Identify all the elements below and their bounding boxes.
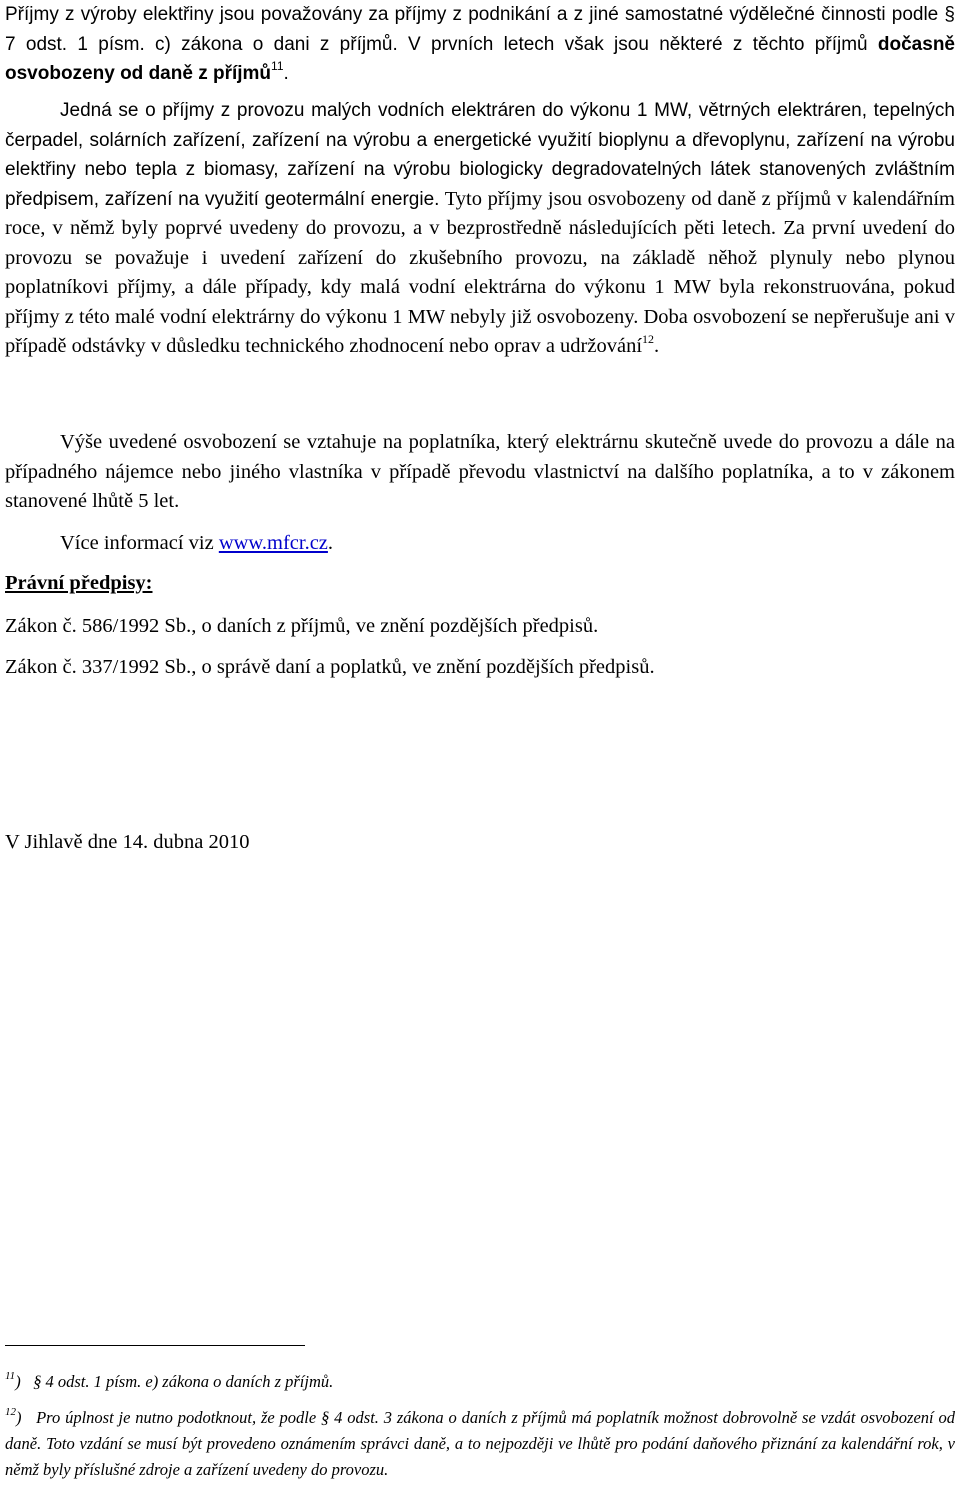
applicability-text: Výše uvedené osvobození se vztahuje na poplatníka, který elektrárnu skutečně uvede do provozu a dále na případného nájemce nebo jiného vlastníka v případě převodu vlastnictví na dalšího poplatníka, a to v zákonem stanovené lhůtě 5 let.	[5, 431, 955, 512]
law-586-1992: Zákon č. 586/1992 Sb., o daních z příjmů, ve znění pozdějších předpisů.	[5, 615, 599, 637]
footnote-12-number: 12	[5, 1406, 16, 1418]
more-info-suffix: .	[327, 532, 334, 554]
footnote-11	[5, 1369, 955, 1395]
intro-emphasis: dočasně osvobozeny od daně z příjmů	[5, 33, 955, 84]
footnote-12-text: Pro úplnost je nutno podotknout, že podle § 4 odst. 3 zákona o daních z příjmů má poplatník možnost dobrovolně se vzdát osvobození od daně. Toto vzdání se musí být provedeno oznámením správci daně, a to nejpozději ve lhůtě pro podání daňového přiznání za kalendářní rok, v němž byly příslušné zdroje a zařízení uvedeny do provozu.	[5, 1408, 955, 1479]
mfcr-link[interactable]: www.mfcr.cz	[218, 532, 328, 554]
footnote-11-text: § 4 odst. 1 písm. e) zákona o daních z příjmů.	[33, 1372, 334, 1391]
date-line: V Jihlavě dne 14. dubna 2010	[5, 831, 250, 853]
more-info-line	[60, 529, 333, 558]
law-337-1992: Zákon č. 337/1992 Sb., o správě daní a poplatků, ve znění pozdějších předpisů.	[5, 656, 655, 678]
footnote-11-paren: )	[15, 1372, 21, 1391]
more-info-prefix: Více informací viz	[60, 532, 219, 554]
legal-heading: Právní předpisy:	[5, 572, 153, 594]
footnote-ref-11[interactable]: 11	[271, 59, 284, 73]
exemption-sources-text: Jedná se o příjmy z provozu malých vodních elektráren do výkonu 1 MW, větrných elektráren, tepelných čerpadel, solárních zařízení, zařízení na výrobu a energetické využití bioplynu a dřevoplynu, zařízení na výrobu elektřiny nebo tepla z biomasy, zařízení na výrobu biologicky degradovatelných látek stanovených zvláštním předpisem, zařízení na využití geotermální energie.	[5, 100, 955, 210]
footnote-separator	[5, 1345, 305, 1346]
intro-text: Příjmy z výroby elektřiny jsou považovány za příjmy z podnikání a z jiné samostatné výdělečné činnosti podle § 7 odst. 1 písm. c) zákona o dani z příjmů. V prvních letech však jsou některé z těchto příjmů	[5, 4, 955, 55]
applicability-paragraph	[5, 428, 955, 517]
footnote-12-paren: )	[16, 1408, 22, 1427]
footnote-ref-12[interactable]: 12	[642, 332, 655, 346]
intro-end: .	[283, 63, 289, 84]
footnote-12	[5, 1405, 955, 1483]
exemption-end: .	[654, 335, 660, 357]
exemption-rules-text: Tyto příjmy jsou osvobozeny od daně z příjmů v kalendářním roce, v němž byly poprvé uvedeny do provozu, a v bezprostředně následujících pěti letech. Za první uvedení do provozu se považuje i uvedení zařízení do zkušebního provozu, na základě něhož plynuly nebo plynou poplatníkovi příjmy, a dále případy, kdy malá vodní elektrárna do výkonu 1 MW byla rekonstruována, pokud příjmy z této malé vodní elektrárny do výkonu 1 MW nebyly již osvobozeny. Doba osvobození se nepřerušuje ani v případě odstávky v důsledku technického zhodnocení nebo oprav a udržování	[5, 187, 955, 357]
intro-paragraph	[5, 0, 955, 89]
footnote-11-number: 11	[5, 1370, 16, 1382]
exemption-paragraph	[5, 96, 955, 362]
